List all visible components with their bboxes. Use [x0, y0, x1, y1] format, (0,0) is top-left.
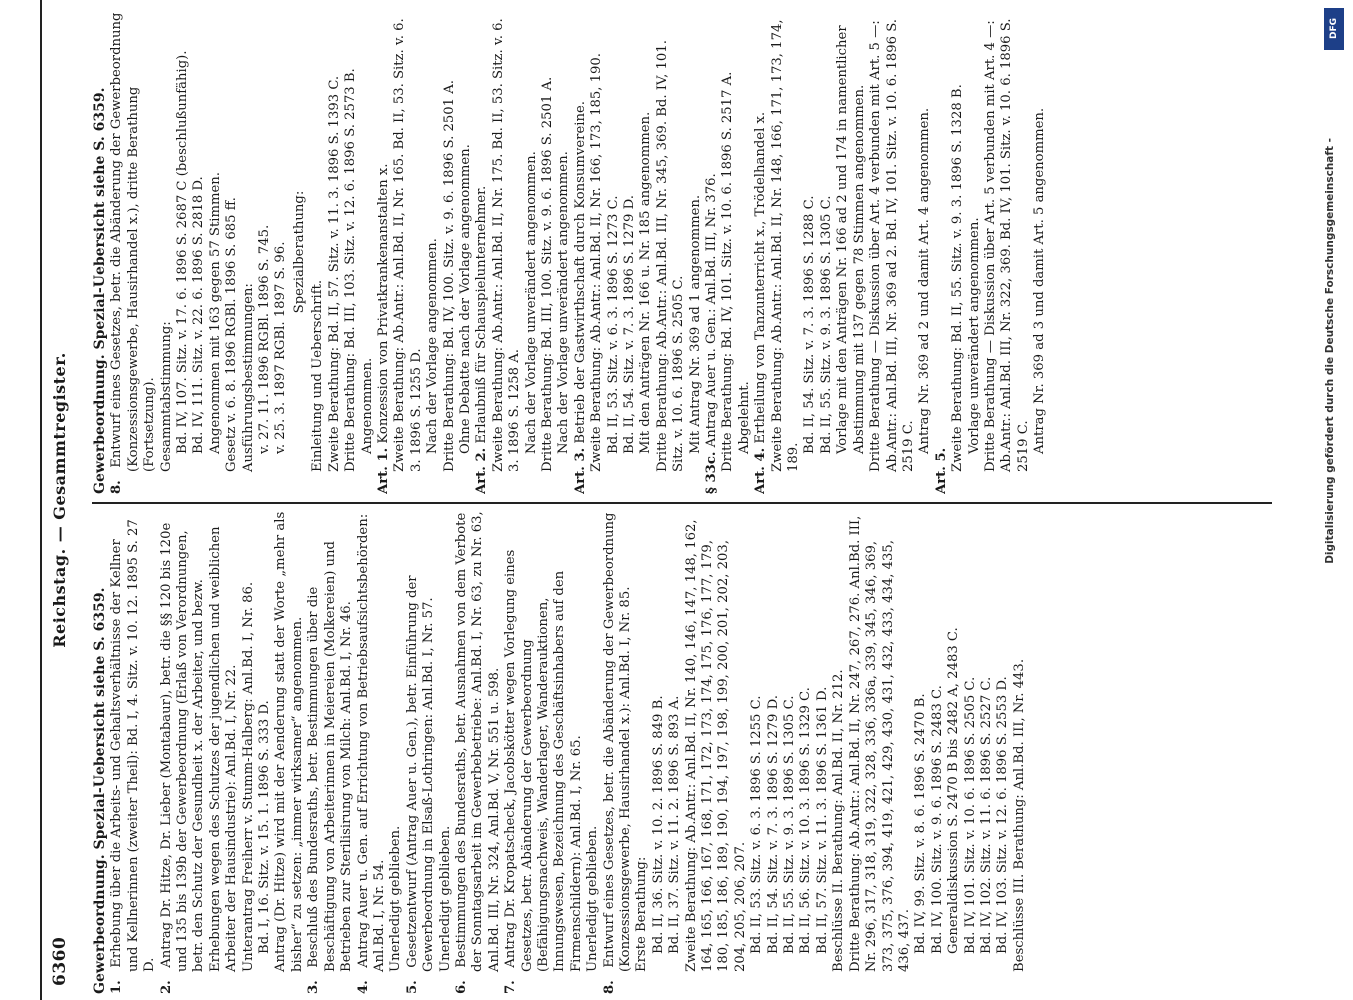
index-subentry: Bd. I, 16. Sitz. v. 15. 1. 1896 S. 333 D.: [257, 700, 273, 954]
index-entry: Gesammtabstimmung:: [158, 321, 174, 472]
index-item: [934, 10, 950, 494]
item-number: 8.: [109, 480, 125, 494]
dfg-logo-text: DFG: [1329, 18, 1339, 40]
item-number: § 33c.: [704, 451, 720, 494]
index-entry: Dritte Berathung: Bd. III, 100. Sitz. v. 9. 6. 1896 S. 2501 A.: [539, 76, 555, 472]
index-subentry: Bd. IV, 102. Sitz. v. 11. 6. 1896 S. 2527 C.: [978, 676, 994, 954]
index-subentry: v. 27. 11. 1896 RGBl. 1896 S. 745.: [257, 224, 273, 454]
entry-heading: Gewerbeordnung. Spezial-Uebersicht siehe S. 6359.: [92, 87, 108, 494]
index-entry: Zweite Berathung: Bd. II, 57. Sitz. v. 11. 3. 1896 S. 1393 C.: [326, 75, 342, 472]
index-subentry: Mit den Anträgen Nr. 166 u. Nr. 185 angenommen.: [638, 111, 654, 454]
index-entry: Unerledigt geblieben.: [437, 825, 453, 972]
text-columns: [92, 0, 1272, 1000]
index-subentry: Bd. II, 56. Sitz. v. 10. 3. 1896 S. 1329 C.: [798, 687, 814, 954]
item-number: Art. 2.: [474, 447, 490, 494]
index-item: [573, 10, 589, 494]
index-subentry: Vorlage unverändert angenommen.: [966, 217, 982, 454]
index-subentry: Antrag Nr. 369 ad 3 und damit Art. 5 angenommen.: [1032, 107, 1048, 454]
index-entry: Beschlüsse III. Berathung: Anl.Bd. III, Nr. 443.: [1011, 658, 1027, 972]
index-subentry: Nach der Vorlage unverändert angenommen.: [556, 151, 572, 454]
index-subentry: Bd. II, 54. Sitz. v. 7. 3. 1896 S. 1288 C.: [802, 195, 818, 454]
index-entry: Einleitung und Ueberschrift.: [310, 279, 326, 472]
item-text: Erhebung über die Arbeits- und Gehaltsverhältnisse der Kellner und Kellnerinnen (zweiter Theil): Bd. I, 4. Sitz. v. 10. 12. 1895 S. 27 D.: [109, 519, 158, 972]
index-entry: Unerledigt geblieben.: [585, 825, 601, 972]
item-text: Erlaubniß für Schauspielunternehmer.: [474, 185, 490, 444]
index-item: [376, 10, 392, 494]
index-item: [753, 10, 769, 494]
index-entry: Zweite Berathung: Ab.Antr.: Anl.Bd. II, Nr. 175. Bd. II, 53. Sitz. v. 6. 3. 1896 S. 1258 A.: [490, 18, 523, 472]
item-text: Ertheilung von Tanzunterricht x., Trödelhandel x.: [753, 111, 769, 444]
item-number: 3.: [306, 980, 322, 994]
index-subentry: Bd. II, 55. Sitz. v. 9. 3. 1896 S. 1305 C.: [818, 195, 834, 454]
index-subentry: Bd. II, 54. Sitz. v. 7. 3. 1896 S. 1279 D.: [622, 195, 637, 454]
index-subentry: Generaldiskussion S. 2470 B bis 2482 A, 2483 C.: [946, 627, 962, 954]
right-column: [92, 10, 1272, 494]
index-subentry: Bd. II, 36. Sitz. v. 10. 2. 1896 S. 849 B.: [650, 695, 666, 954]
item-text: Antrag Auer u. Gen.: Anl.Bd. III, Nr. 376.: [704, 173, 720, 448]
item-text: Entwurf eines Gesetzes, betr. die Abänderung der Gewerbeordnung (Konzessionsgewerbe, Hausirhandel x.), dritte Berathung (Fortsetzung).: [109, 12, 158, 472]
index-subentry: Angenommen mit 163 gegen 57 Stimmen.: [207, 172, 223, 454]
index-entry: Dritte Berathung: Bd. IV, 101. Sitz. v. 10. 6. 1896 S. 2517 A.: [720, 71, 736, 472]
running-head: [0, 0, 42, 1000]
item-text: Antrag Dr. Kropatscheck, Jacobskötter wegen Vorlegung eines Gesetzes, betr. Abänderung der Gewerbeordnung (Befähigungsnachweis, Wanderlager, Wanderauktionen, Innungswesen, Bezeichnung des Geschäftsinhabers auf den Firmenschildern): Anl.Bd. I, Nr. 65.: [503, 549, 584, 972]
digitization-sidebar: [1320, 8, 1350, 992]
index-subentry: Bd. IV, 100. Sitz. v. 9. 6. 1896 S. 2483 C.: [929, 685, 945, 954]
index-item: [704, 10, 720, 494]
digitization-notice: Digitalisierung gefördert durch die Deutsche Forschungsgemeinschaft -: [1324, 138, 1336, 564]
index-item: [109, 10, 158, 494]
index-subentry: Bd. II, 53. Sitz. v. 6. 3. 1896 S. 1255 C.: [749, 695, 765, 954]
index-subentry: Bd. II, 57. Sitz. v. 11. 3. 1896 S. 1361 D.: [814, 686, 830, 954]
item-text: Entwurf eines Gesetzes, betr. die Abänderung der Gewerbeordnung (Konzessionsgewerbe, Hausirhandel x.): Anl.Bd. I, Nr. 85.: [601, 512, 633, 972]
index-item: [306, 510, 355, 994]
index-item: [405, 510, 438, 994]
index-entry: Gesetz v. 6. 8. 1896 RGBl. 1896 S. 685 ff.: [224, 197, 240, 472]
index-item: [503, 510, 585, 994]
item-text: Konzession von Privatkrankenanstalten x.: [375, 163, 391, 444]
column-divider: [92, 502, 1272, 504]
index-entry: Beschlüsse II. Berathung: Anl.Bd. II, Nr. 212.: [831, 669, 847, 972]
index-entry: Zweite Berathung: Ab.Antr.: Anl.Bd. II, Nr. 165. Bd. II, 53. Sitz. v. 6. 3. 1896 S. 1255 D.: [392, 18, 424, 472]
item-text: Antrag Dr. Hitze, Dr. Lieber (Montabaur), betr. die §§ 120 bis 120e und 135 bis 139b der Gewerbeordnung (Erlaß von Verordnungen, betr. den Schutz der Gesundheit x. der Arbeiter, und bezw. Erhebungen wegen des Schutzes der jugendlichen und weiblichen Arbeiter der Hausindustrie): Anl.Bd. I, Nr. 22.: [158, 522, 240, 972]
entry-heading: Gewerbeordnung. Spezial-Uebersicht siehe S. 6359.: [92, 587, 108, 994]
left-column: [92, 510, 1272, 994]
item-number: Art. 1.: [375, 447, 391, 494]
index-entry: Dritte Berathung: Bd. IV, 100. Sitz. v. 9. 6. 1896 S. 2501 A.: [441, 80, 457, 472]
item-number: Art. 5.: [933, 447, 949, 494]
index-entry: Erste Berathung:: [634, 856, 650, 972]
item-text: Beschluß des Bundesraths, betr. Bestimmungen über die Beschäftigung von Arbeiterinnen in Meiereien (Molkereien) und Betrieben zur Sterilisirung von Milch: Anl.Bd. I, Nr. 46.: [306, 541, 355, 972]
page-number: 6360: [50, 936, 70, 986]
index-subentry: v. 25. 3. 1897 RGBl. 1897 S. 96.: [273, 241, 289, 454]
item-text: Gesetzentwurf (Antrag Auer u. Gen.), betr. Einführung der Gewerbeordnung in Elsaß-Lothringen: Anl.Bd. I, Nr. 57.: [404, 575, 437, 972]
index-subentry: Bd. IV, 101. Sitz. v. 10. 6. 1896 S. 2505 C.: [962, 676, 978, 954]
index-item: [356, 510, 389, 994]
index-entry: Dritte Berathung: Ab.Antr.: Anl.Bd. II, Nr. 247, 267, 276. Anl.Bd. III, Nr. 296, 317, 318, 319, 322, 328, 336, 336a, 339, 345, 346, 369, 373, 375, 376, 394, 419, 421, 429, 430, 431, 432, 433, 434, 435, 436, 437.: [847, 515, 912, 972]
index-entry: Zweite Berathung: Ab.Antr.: Anl.Bd. II, Nr. 166, 173, 185, 190.: [589, 53, 605, 472]
index-entry: Antrag (Dr. Hitze) wird mit der Aenderung statt der Worte „mehr als bisher“ zu setzen: „immer wirksamer“ angenommen.: [273, 511, 305, 972]
index-subentry: Nach der Vorlage angenommen.: [425, 238, 441, 454]
index-subentry: Bd. II, 37. Sitz. v. 11. 2. 1896 S. 893 A.: [667, 695, 683, 954]
index-item: [602, 510, 635, 994]
index-subentry: Bd. IV, 111. Sitz. v. 22. 6. 1896 S. 2818 D.: [191, 176, 207, 454]
item-number: Art. 4.: [753, 447, 769, 494]
index-entry: Dritte Berathung — Diskussion über Art. 4 verbunden mit Art. 5 —: Ab.Antr.: Anl.Bd. III, Nr. 369 ad 2. Bd. IV, 101. Sitz. v. 10. 6. 1896 S. 2519 C.: [868, 19, 916, 472]
index-entry: Dritte Berathung: Ab.Antr.: Anl.Bd. III, Nr. 345, 369. Bd. IV, 101. Sitz. v. 10. 6. 1896 S. 2505 C.: [654, 40, 687, 472]
page-title: Reichstag. — Gesammtregister.: [50, 352, 69, 648]
index-entry: Unterantrag Freiherr v. Stumm-Halberg: Anl.Bd. I, Nr. 86.: [240, 581, 256, 972]
index-subentry: Vorlage mit den Anträgen Nr. 166 ad 2 und 174 in namentlicher Abstimmung mit 137 gegen 78 Stimmen angenommen.: [835, 25, 867, 454]
item-number: 5.: [404, 980, 420, 994]
item-number: 6.: [453, 980, 469, 994]
index-item: [454, 510, 503, 994]
item-text: Antrag Auer u. Gen. auf Errichtung von Betriebsaufsichtsbehörden: Anl.Bd. I, Nr. 54.: [355, 513, 387, 972]
index-subentry: Bd. IV, 107. Sitz. v. 17. 6. 1896 S. 2687 C (beschlußunfähig).: [175, 50, 191, 454]
index-entry: Unerledigt geblieben.: [388, 825, 404, 972]
index-item: [159, 510, 241, 994]
item-number: Art. 3.: [572, 447, 588, 494]
index-subentry: Bd. II, 54. Sitz. v. 7. 3. 1896 S. 1279 D.: [765, 695, 781, 954]
item-number: 2.: [158, 980, 174, 994]
index-subentry: Bd. II, 55. Sitz. v. 9. 3. 1896 S. 1305 C.: [782, 695, 798, 954]
index-entry: Ausführungsbestimmungen:: [240, 283, 256, 472]
index-entry: Dritte Berathung — Diskussion über Art. 5 verbunden mit Art. 4 —: Ab.Antr.: Anl.Bd. III, Nr. 322, 369. Bd. IV, 101. Sitz. v. 10. 6. 1896 S. 2519 C.: [982, 18, 1031, 472]
index-subentry: Antrag Nr. 369 ad 2 und damit Art. 4 angenommen.: [917, 107, 933, 454]
item-number: 8.: [601, 980, 617, 994]
item-number: 4.: [355, 980, 371, 994]
index-subentry: Bd. IV, 103. Sitz. v. 12. 6. 1896 S. 2553 D.: [995, 676, 1011, 954]
index-subentry: Abgelehnt.: [736, 381, 752, 454]
item-number: 7.: [503, 980, 519, 994]
index-entry: Zweite Berathung: Ab.Antr.: Anl.Bd. II, Nr. 140, 146, 147, 148, 162, 164, 165, 166, 167, 168, 171, 172, 173, 174, 175, 176, 177, 179, 180, 185, 186, 189, 190, 194, 197, 198, 199, 200, 201, 202, 203, 204, 205, 206, 207.: [683, 519, 748, 972]
index-subentry: Ohne Debatte nach der Vorlage angenommen.: [457, 144, 473, 454]
section-caption: Spezialberathung:: [291, 190, 307, 314]
index-entry: Zweite Berathung: Bd. II, 55. Sitz. v. 9. 3. 1896 S. 1328 B.: [950, 84, 966, 472]
index-subentry: Bd. IV, 99. Sitz. v. 8. 6. 1896 S. 2470 B.: [913, 693, 929, 954]
index-item: [109, 510, 158, 994]
index-subentry: Bd. II, 53. Sitz. v. 6. 3. 1896 S. 1273 C.: [605, 195, 621, 454]
index-entry: Zweite Berathung: Ab.Antr.: Anl.Bd. II, Nr. 148, 166, 171, 173, 174, 189.: [769, 19, 802, 472]
item-text: Betrieb der Gastwirthschaft durch Konsumvereine.: [572, 101, 588, 444]
index-item: [474, 10, 490, 494]
index-subentry: Nach der Vorlage unverändert angenommen.: [523, 151, 539, 454]
index-entry: Dritte Berathung: Bd. III, 103. Sitz. v. 12. 6. 1896 S. 2573 B.: [343, 68, 359, 472]
index-subentry: Angenommen.: [359, 357, 375, 454]
item-text: Bestimmungen des Bundesraths, betr. Ausnahmen von dem Verbote der Sonntagsarbeit im Gewerbebetriebe: Anl.Bd. I, Nr. 63, zu Nr. 63, Anl.Bd. III, Nr. 324, Anl.Bd. V, Nr. 551 u. 598.: [453, 511, 502, 972]
item-number: 1.: [109, 980, 125, 994]
index-subentry: Mit Antrag Nr. 369 ad 1 angenommen.: [687, 194, 703, 454]
dfg-logo: [1324, 8, 1344, 50]
